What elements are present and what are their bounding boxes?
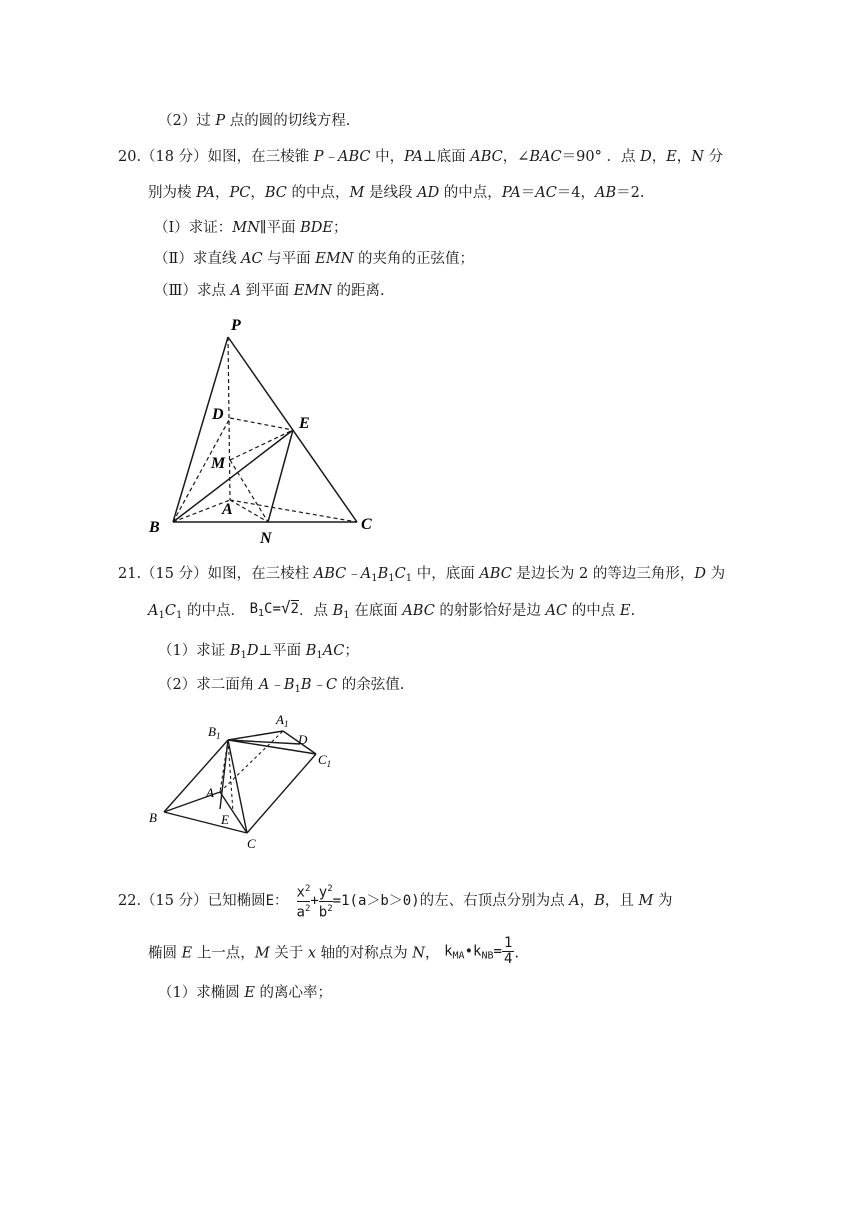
q20-stem-line1: 20.（18 分）如图，在三棱锥 P﹣ABC 中，PA⊥底面 ABC，∠BAC＝90° ．点 D，E，N 分: [118, 149, 724, 165]
q20-tetrahedron-figure: [140, 310, 400, 550]
q21-prism-figure: [140, 706, 370, 856]
q21-stem-line1: 21.（15 分）如图，在三棱柱 $ABC﹣A_1B_1C_1$ 中，底面 ABC 是边长为 2 的等边三角形，D 为: [118, 566, 726, 584]
label-C: C: [361, 516, 372, 533]
q22-part1: （1）求椭圆 E 的离心率；: [158, 985, 333, 1001]
ellipse-equation: E： $\frac{x^2}{a^2}$ + $\frac{y^2}{b^2}$ =1(a＞b＞0): [265, 884, 420, 921]
q19-part2: （2）过 P 点的圆的切线方程.: [158, 113, 351, 129]
q21-part2: （2）求二面角 $A﹣B_1B﹣C$ 的余弦值.: [158, 677, 405, 695]
edge-AN: [230, 500, 268, 522]
edge-PA: [228, 337, 230, 500]
label-N: N: [260, 530, 272, 547]
edge-MN: [230, 460, 268, 522]
q20-part3: （Ⅲ）求点 A 到平面 EMN 的距离.: [154, 283, 385, 299]
label-B: B: [149, 810, 157, 825]
edge-B1A1: [228, 731, 283, 740]
q20-part2: （Ⅱ）求直线 AC 与平面 EMN 的夹角的正弦值；: [154, 251, 474, 267]
label-C1: $C_1$: [318, 752, 332, 769]
b1c-sqrt2-formula: $B_1C=√2$: [249, 598, 299, 619]
label-D: D: [212, 406, 224, 423]
label-P: P: [231, 317, 241, 334]
label-C: C: [247, 836, 256, 851]
label-A1: $A_1$: [276, 712, 289, 729]
label-B: B: [149, 519, 160, 536]
q22-stem-line1: 22.（15 分）已知椭圆E： $\frac{x^2}{a^2}$ + $\frac{y^2}{b^2}$ =1(a＞b＞0)的左、右顶点分别为点 A，B，且 M 为: [118, 884, 673, 921]
label-A: A: [206, 785, 214, 800]
q20-part1: （Ⅰ）求证：MN∥平面 BDE；: [154, 220, 348, 236]
q22-stem-line2: 椭圆 E 上一点，M 关于 x 轴的对称点为 N， $k_{MA}•k_{NB}=$ $\frac{1}{4}$ .: [148, 936, 519, 971]
label-B1: $B_1$: [208, 724, 221, 741]
q21-part1: （1）求证 $B_1D\perp$平面 $B_1AC$；: [158, 643, 359, 661]
edge-CC1: [247, 754, 316, 833]
edge-DE: [230, 418, 293, 430]
label-E: E: [221, 812, 229, 827]
q20-stem-line2: 别为棱 PA，PC，BC 的中点，M 是线段 AD 的中点，PA＝AC＝4，AB＝2.: [148, 185, 645, 201]
label-M: M: [211, 455, 226, 472]
label-A: A: [222, 501, 233, 518]
label-D: D: [298, 732, 308, 747]
slope-product-formula: $k_{MA}•k_{NB}=$ $\frac{1}{4}$: [444, 935, 513, 967]
edge-ME: [230, 430, 293, 460]
edge-PB: [173, 337, 228, 522]
label-E: E: [299, 415, 310, 432]
q21-stem-line2: $A_1C_1$ 的中点． $B_1C=√2$．点 $B_1$ 在底面 ABC 的射影恰好是边 AC 的中点 E.: [148, 598, 635, 626]
